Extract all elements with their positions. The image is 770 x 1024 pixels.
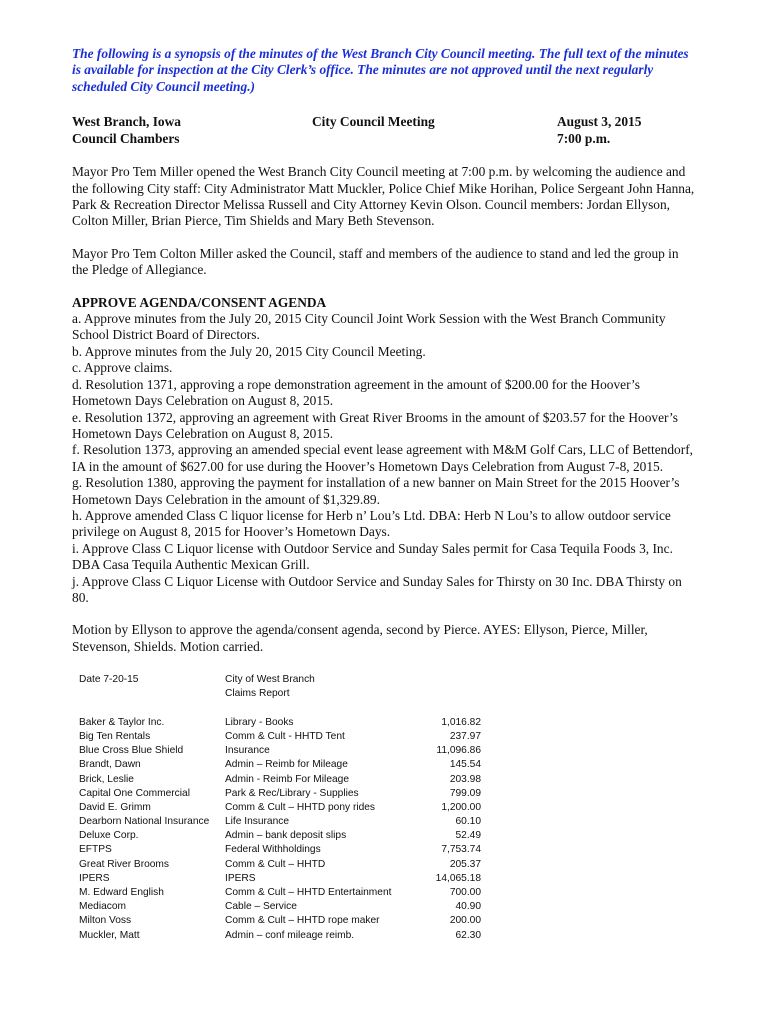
amount-cell: 200.00 [449,915,481,927]
location-room: Council Chambers [72,130,180,146]
spacer-row [72,702,698,716]
description-cell: Cable – Service [225,901,297,913]
vendor-cell: Big Ten Rentals [79,730,151,742]
vendor-cell: Baker & Taylor Inc. [79,716,165,728]
vendor-cell: Deluxe Corp. [79,830,139,842]
claims-title: City of West Branch [225,674,315,686]
meeting-header [72,114,698,148]
table-row [72,716,698,730]
claims-subtitle: Claims Report [225,688,290,700]
vendor-cell: Brandt, Dawn [79,759,141,771]
amount-cell: 700.00 [449,887,481,898]
amount-cell: 62.30 [455,929,481,941]
description-cell: Comm & Cult - HHTD Tent [225,730,345,742]
meeting-date: August 3, 2015 [557,114,642,130]
amount-cell: 1,016.82 [441,716,481,728]
description-cell: Comm & Cult – HHTD rope maker [225,915,380,927]
description-cell: Admin – Reimb for Mileage [225,759,348,771]
table-row [72,744,698,758]
agenda-item: g. Resolution 1380, approving the payment for installation of a new banner on Main Street for the 2015 Hoover’s Hometown Days Celebration in the amount of $1,329.89. [72,475,680,507]
meeting-time: 7:00 p.m. [557,130,611,146]
meeting-location [72,114,181,147]
location-city: West Branch, Iowa [72,114,181,130]
amount-cell: 237.97 [449,730,481,742]
claims-header-row [72,687,698,701]
description-cell: Admin – conf mileage reimb. [225,929,355,941]
description-cell: Insurance [225,745,270,757]
amount-cell: 7,753.74 [441,844,481,856]
vendor-cell: Capital One Commercial [79,787,190,799]
agenda-item: c. Approve claims. [72,360,173,376]
description-cell: Library - Books [225,716,294,728]
opening-paragraph: Mayor Pro Tem Miller opened the West Branch City Council meeting at 7:00 p.m. by welcoming the audience and the following City staff: City Administrator Matt Muckler, Police Chief Mike Horihan, Police Sergeant John Hanna, Park & Recreation Director Melissa Russell and City Attorney Kevin Olson. Council members: Jordan Ellyson, Colton Miller, Brian Pierce, Tim Shields and Mary Beth Stevenson. [72,164,695,229]
agenda-item: b. Approve minutes from the July 20, 2015 City Council Meeting. [72,343,426,359]
table-row [72,914,698,928]
vendor-cell: David E. Grimm [79,801,151,813]
amount-cell: 205.37 [449,858,481,870]
amount-cell: 60.10 [455,816,481,828]
table-row [72,730,698,744]
meeting-datetime [557,114,641,147]
amount-cell: 40.90 [455,901,481,913]
table-row [72,815,698,829]
amount-cell: 11,096.86 [436,745,481,757]
table-row [72,843,698,857]
agenda-item: i. Approve Class C Liquor license with Outdoor Service and Sunday Sales permit for Casa Tequila Foods 3, Inc. DBA Casa Tequila Authentic Mexican Grill. [72,540,673,573]
intro-note: The following is a synopsis of the minutes of the West Branch City Council meeting. The full text of the minutes is available for inspection at the City Clerk’s office. The minutes are not approved until the next regularly scheduled City Council meeting.) [72,46,689,94]
table-row [72,886,698,900]
amount-cell: 1,200.00 [441,801,481,813]
agenda-item: e. Resolution 1372, approving an agreement with Great River Brooms in the amount of $203.57 for the Hoover’s Hometown Days Celebration on August 8, 2015. [72,409,678,441]
description-cell: Comm & Cult – HHTD pony rides [225,801,376,813]
description-cell: Life Insurance [225,816,289,828]
agenda-item: a. Approve minutes from the July 20, 2015 City Council Joint Work Session with the West Branch Community School District Board of Directors. [72,311,666,343]
vendor-cell: Mediacom [79,901,126,913]
description-cell: IPERS [225,872,256,884]
table-row [72,872,698,886]
amount-cell: 145.54 [449,759,481,771]
description-cell: Park & Rec/Library - Supplies [225,787,359,799]
table-row [72,787,698,801]
table-row [72,929,698,943]
agenda-item: j. Approve Class C Liquor License with Outdoor Service and Sunday Sales for Thirsty on 30 Inc. DBA Thirsty on 80. [72,573,682,605]
table-row [72,829,698,843]
consent-agenda-section [72,295,698,607]
description-cell: Admin - Reimb For Mileage [225,773,349,785]
description-cell: Comm & Cult – HHTD Entertainment [225,887,392,898]
table-row [72,801,698,815]
motion-paragraph: Motion by Ellyson to approve the agenda/consent agenda, second by Pierce. AYES: Ellyson, Pierce, Miller, Stevenson, Shields. Motion carried. [72,622,648,654]
table-row [72,758,698,772]
document-page [72,46,698,943]
table-row [72,900,698,914]
amount-cell: 203.98 [449,773,481,785]
amount-cell: 14,065.18 [435,872,481,884]
vendor-cell: Blue Cross Blue Shield [79,745,184,757]
description-cell: Admin – bank deposit slips [225,830,347,842]
claims-header-row [72,673,698,687]
section-heading: APPROVE AGENDA/CONSENT AGENDA [72,294,327,310]
amount-cell: 52.49 [455,830,481,842]
agenda-item: f. Resolution 1373, approving an amended special event lease agreement with M&M Golf Cars, LLC of Bettendorf, IA in the amount of $627.00 for use during the Hoover’s Hometown Days Celebration from August 7-8, 2015. [72,442,694,474]
vendor-cell: Dearborn National Insurance [79,816,210,828]
vendor-cell: Brick, Leslie [79,773,134,785]
description-cell: Comm & Cult – HHTD [225,858,326,870]
vendor-cell: Great River Brooms [79,858,170,870]
amount-cell: 799.09 [449,787,481,799]
pledge-paragraph: Mayor Pro Tem Colton Miller asked the Council, staff and members of the audience to stand and led the group in the Pledge of Allegiance. [72,245,679,278]
table-row [72,773,698,787]
claims-date: Date 7-20-15 [79,674,139,686]
description-cell: Federal Withholdings [225,844,321,856]
agenda-item: d. Resolution 1371, approving a rope demonstration agreement in the amount of $200.00 for the Hoover’s Hometown Days Celebration on August 8, 2015. [72,376,640,409]
meeting-title: City Council Meeting [312,114,435,130]
vendor-cell: Muckler, Matt [79,929,140,941]
claims-report [72,673,698,943]
vendor-cell: EFTPS [79,844,112,856]
table-row [72,858,698,872]
agenda-item: h. Approve amended Class C liquor license for Herb n’ Lou’s Ltd. DBA: Herb N Lou’s to allow outdoor service privilege on August 8, 2015 for Hoover’s Hometown Days. [72,507,671,540]
vendor-cell: IPERS [79,872,110,884]
vendor-cell: Milton Voss [79,915,132,927]
vendor-cell: M. Edward English [79,887,164,898]
